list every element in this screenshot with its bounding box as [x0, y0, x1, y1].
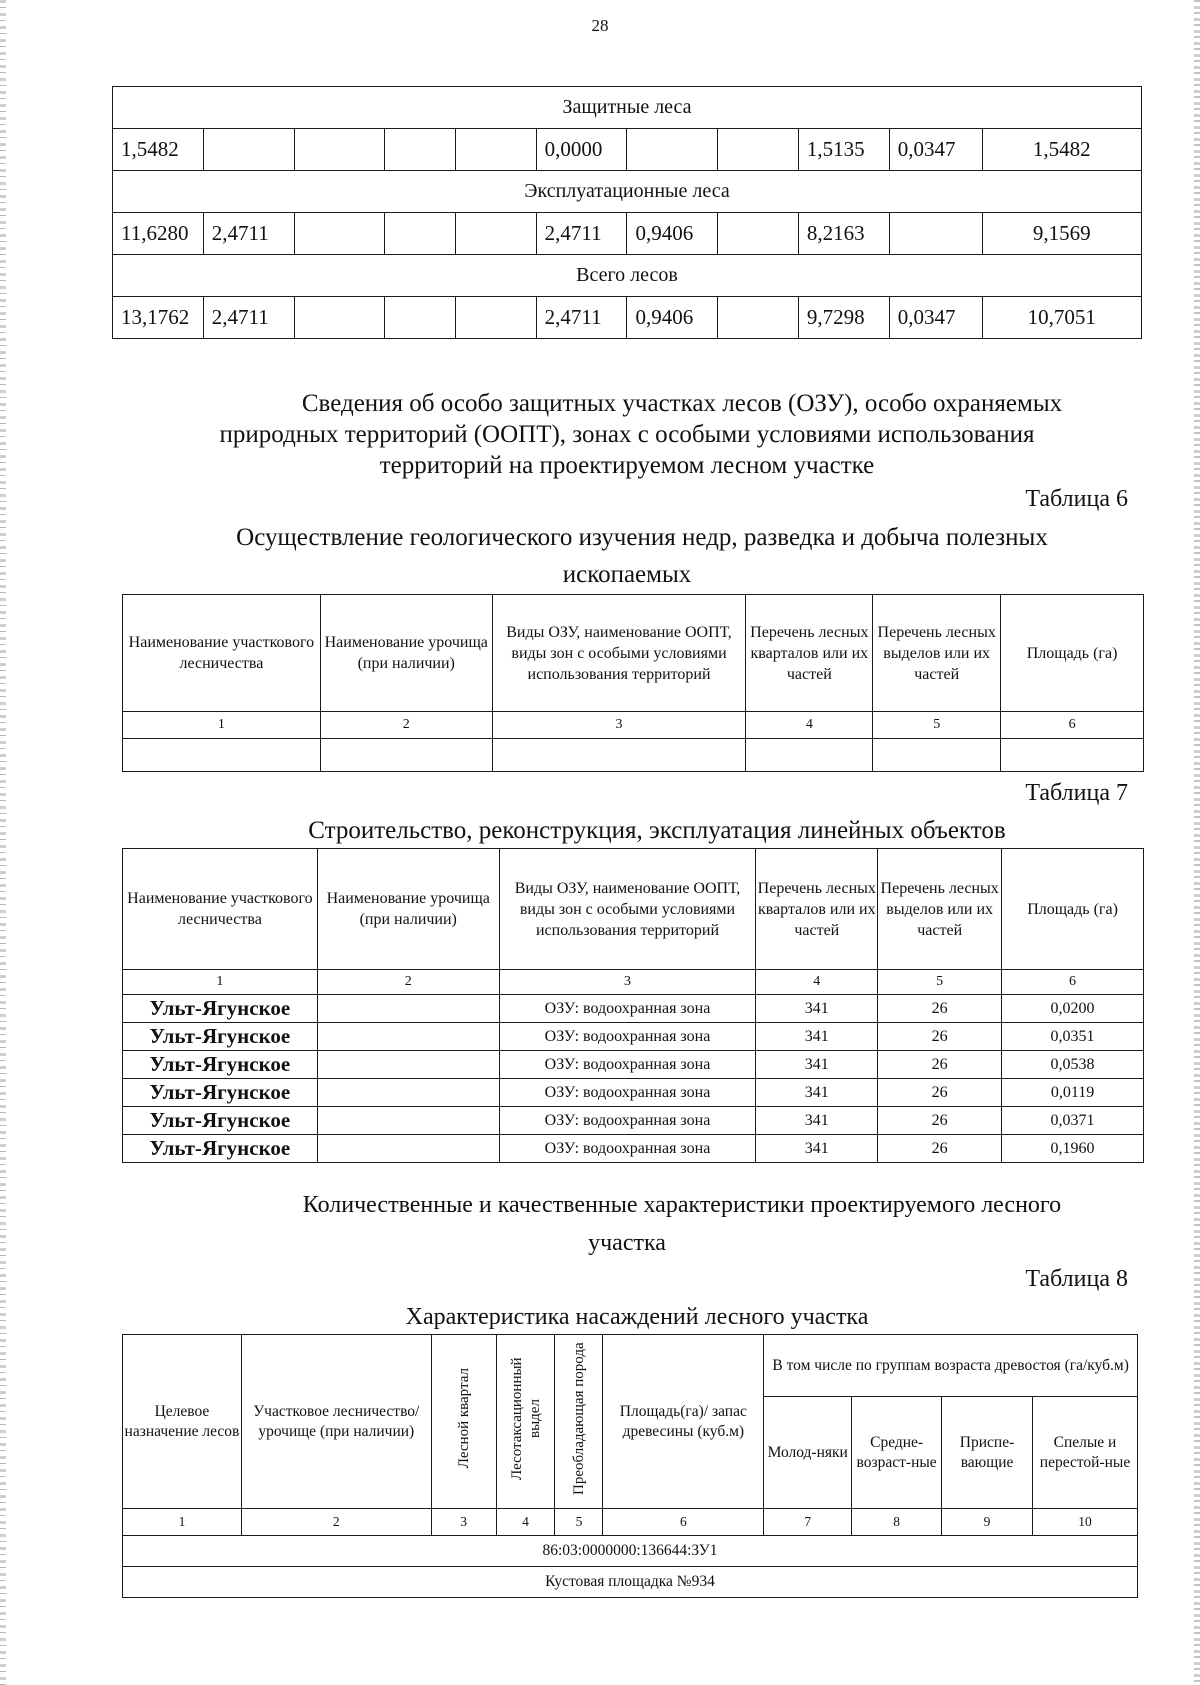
table-cell: 8,2163 [798, 213, 889, 255]
table-cell: 341 [756, 1107, 878, 1135]
column-header: Перечень лесных кварталов или их частей [756, 849, 878, 970]
column-number: 2 [320, 712, 492, 739]
column-header [431, 1335, 496, 1509]
table-cell: 341 [756, 1023, 878, 1051]
column-header: Наименование урочища (при наличии) [320, 595, 492, 712]
table-cell [718, 213, 799, 255]
column-header: Перечень лесных выделов или их частей [878, 849, 1002, 970]
table-cell: 2,4711 [203, 213, 294, 255]
section-title: Эксплуатационные леса [113, 171, 1142, 213]
quant-heading-line: Количественные и качественные характеристики проектируемого лесного [302, 1192, 1062, 1218]
table-row [113, 297, 1142, 339]
column-header: Участковое лесничество/урочище (при наличии) [241, 1335, 431, 1509]
table-cell: 26 [878, 1051, 1002, 1079]
table-cell: 0,0119 [1002, 1079, 1144, 1107]
quant-heading-line: участка [588, 1230, 666, 1256]
table6-title [112, 522, 1142, 590]
table-cell: 2,4711 [536, 297, 627, 339]
table-cell [889, 213, 982, 255]
scan-edge-right [1194, 0, 1200, 1685]
table-cell: 0,0000 [536, 129, 627, 171]
column-header: Виды ОЗУ, наименование ООПТ, виды зон с особыми условиями использования территорий [492, 595, 746, 712]
table-cell: 0,0371 [1002, 1107, 1144, 1135]
column-number: 3 [431, 1509, 496, 1536]
table-cell: 26 [878, 1135, 1002, 1163]
table-cell: 1,5482 [982, 129, 1142, 171]
table-cell: 0,1960 [1002, 1135, 1144, 1163]
table7 [122, 848, 1144, 1163]
table-cell: 0,0538 [1002, 1051, 1144, 1079]
table-cell: 26 [878, 1079, 1002, 1107]
section-title: Всего лесов [113, 255, 1142, 297]
table-cell [317, 1135, 499, 1163]
column-header-text: Лесотаксационный выдел [508, 1357, 543, 1480]
table-row [123, 1107, 1144, 1135]
column-number: 7 [764, 1509, 852, 1536]
table-cell: ОЗУ: водоохранная зона [499, 1079, 756, 1107]
table-cell [294, 129, 385, 171]
table-row [123, 995, 1144, 1023]
table-cell [317, 1107, 499, 1135]
table-cell [294, 297, 385, 339]
table-row [113, 129, 1142, 171]
table-cell: 0,0347 [889, 297, 982, 339]
column-number: 3 [499, 970, 756, 995]
table-cell: ОЗУ: водоохранная зона [499, 1135, 756, 1163]
table-cell: Ульт-Ягунское [123, 1051, 318, 1079]
table-cell: 341 [756, 1135, 878, 1163]
table8-label: Таблица 8 [1025, 1266, 1128, 1292]
column-header: Молод-няки [764, 1397, 852, 1509]
column-header: Средне-возраст-ные [852, 1397, 942, 1509]
table6-title-line: Осуществление геологического изучения недр, разведка и добыча полезных [236, 524, 1048, 551]
table-cell: 341 [756, 1079, 878, 1107]
table-row [123, 1135, 1144, 1163]
column-header: Перечень лесных выделов или их частей [873, 595, 1001, 712]
table8 [122, 1334, 1138, 1598]
column-number: 4 [756, 970, 878, 995]
column-header-text: Преобладающая порода [570, 1342, 587, 1495]
column-header-text: Лесной квартал [455, 1368, 472, 1469]
table-cell: 9,1569 [982, 213, 1142, 255]
column-header: В том числе по группам возраста древостоя (га/куб.м) [764, 1335, 1138, 1397]
table-row [123, 1079, 1144, 1107]
table-cell: 9,7298 [798, 297, 889, 339]
table-cell [718, 297, 799, 339]
column-header: Площадь (га) [1001, 595, 1144, 712]
table-cell [317, 1079, 499, 1107]
table-cell: 10,7051 [982, 297, 1142, 339]
column-number: 8 [852, 1509, 942, 1536]
forest-summary-table [112, 86, 1142, 339]
table-cell: 11,6280 [113, 213, 204, 255]
table7-title: Строительство, реконструкция, эксплуатация линейных объектов [308, 817, 1006, 844]
table-cell: Ульт-Ягунское [123, 1107, 318, 1135]
column-number: 6 [1002, 970, 1144, 995]
table-cell [317, 995, 499, 1023]
page-number: 28 [591, 16, 609, 35]
column-number: 10 [1033, 1509, 1138, 1536]
table-cell: 0,9406 [627, 213, 718, 255]
table-cell: 13,1762 [113, 297, 204, 339]
column-number: 4 [746, 712, 873, 739]
ozu-heading [112, 388, 1142, 481]
table6 [122, 594, 1144, 772]
table-cell [317, 1023, 499, 1051]
cadastral-number: 86:03:0000000:136644:ЗУ1 [123, 1536, 1138, 1567]
column-number: 5 [873, 712, 1001, 739]
table8-title: Характеристика насаждений лесного участка [405, 1304, 869, 1330]
column-header: Наименование участкового лесничества [123, 595, 321, 712]
column-header: Целевое назначение лесов [123, 1335, 242, 1509]
column-number: 3 [492, 712, 746, 739]
site-name: Кустовая площадка №934 [123, 1567, 1138, 1598]
column-header [555, 1335, 603, 1509]
table-cell: ОЗУ: водоохранная зона [499, 995, 756, 1023]
table6-title-line: ископаемых [562, 561, 692, 588]
table-cell: Ульт-Ягунское [123, 1023, 318, 1051]
table6-label: Таблица 6 [1025, 486, 1128, 512]
table-cell: 0,0351 [1002, 1023, 1144, 1051]
column-header: Площадь (га) [1002, 849, 1144, 970]
table-cell: 26 [878, 1023, 1002, 1051]
table-cell: 0,0200 [1002, 995, 1144, 1023]
table-row [113, 213, 1142, 255]
column-number: 1 [123, 970, 318, 995]
table-cell: 2,4711 [203, 297, 294, 339]
table-cell: 2,4711 [536, 213, 627, 255]
column-number: 6 [603, 1509, 764, 1536]
column-number: 2 [241, 1509, 431, 1536]
ozu-heading-line: Сведения об особо защитных участках лесов (ОЗУ), особо охраняемых [301, 390, 1063, 417]
table-cell: Ульт-Ягунское [123, 1079, 318, 1107]
table-cell: 341 [756, 995, 878, 1023]
table-cell: 341 [756, 1051, 878, 1079]
section-title: Защитные леса [113, 87, 1142, 129]
table-cell: 26 [878, 1107, 1002, 1135]
table-cell: 1,5135 [798, 129, 889, 171]
table-cell [385, 213, 456, 255]
column-header: Приспе-вающие [942, 1397, 1033, 1509]
ozu-heading-line: территорий на проектируемом лесном участке [379, 452, 875, 479]
scan-edge-left [0, 0, 6, 1685]
table-cell: 0,0347 [889, 129, 982, 171]
column-number: 1 [123, 712, 321, 739]
ozu-heading-line: природных территорий (ООПТ), зонах с особыми условиями использования [219, 421, 1035, 448]
column-number: 5 [555, 1509, 603, 1536]
column-header: Площадь(га)/ запас древесины (куб.м) [603, 1335, 764, 1509]
column-header: Наименование урочища (при наличии) [317, 849, 499, 970]
table-cell [385, 129, 456, 171]
table-row [123, 739, 1144, 772]
table-cell [455, 213, 536, 255]
column-number: 6 [1001, 712, 1144, 739]
table-cell [203, 129, 294, 171]
column-header: Спелые и перестой-ные [1033, 1397, 1138, 1509]
table-cell: ОЗУ: водоохранная зона [499, 1023, 756, 1051]
table-cell: ОЗУ: водоохранная зона [499, 1107, 756, 1135]
table-cell: ОЗУ: водоохранная зона [499, 1051, 756, 1079]
table-cell [627, 129, 718, 171]
table-cell [385, 297, 456, 339]
column-header [496, 1335, 555, 1509]
table-cell [317, 1051, 499, 1079]
table-row [123, 1051, 1144, 1079]
table-cell: 26 [878, 995, 1002, 1023]
table-cell: 1,5482 [113, 129, 204, 171]
table-cell: Ульт-Ягунское [123, 1135, 318, 1163]
table-cell: Ульт-Ягунское [123, 995, 318, 1023]
quant-heading [112, 1190, 1142, 1258]
table-cell [455, 129, 536, 171]
table7-label: Таблица 7 [1025, 780, 1128, 806]
table-cell [294, 213, 385, 255]
column-number: 5 [878, 970, 1002, 995]
column-number: 1 [123, 1509, 242, 1536]
column-number: 2 [317, 970, 499, 995]
column-header: Наименование участкового лесничества [123, 849, 318, 970]
table-cell [718, 129, 799, 171]
column-number: 9 [942, 1509, 1033, 1536]
table-cell: 0,9406 [627, 297, 718, 339]
column-number: 4 [496, 1509, 555, 1536]
column-header: Виды ОЗУ, наименование ООПТ, виды зон с особыми условиями использования территорий [499, 849, 756, 970]
column-header: Перечень лесных кварталов или их частей [746, 595, 873, 712]
table-cell [455, 297, 536, 339]
table-row [123, 1023, 1144, 1051]
